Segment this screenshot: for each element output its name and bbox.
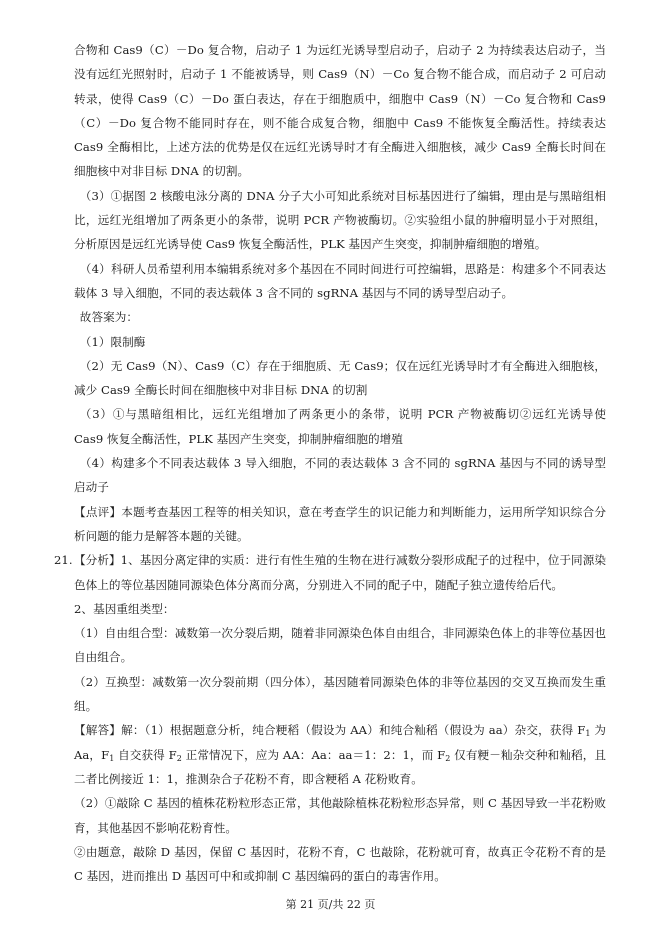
paragraph-answer-1: （1）限制酶 [79,334,146,349]
paragraph-cas9-mechanism: 合物和 Cas9（C）－Do 复合物，启动子 1 为远红光诱导型启动子，启动子 2 为持续表达启动子，当没有远红光照射时，启动子 1 不能被诱导，则 Cas9（N）－Co 复合物不能合成，而启动子 2 可启动转录，使得 Cas9（C）－Do 蛋白表达，存在于细胞质中，细胞中 Cas9（N）－Co 复合物和 Cas9（C）－Do 复合物不能同时存在，则不能合成复合物，细胞中 Cas9 不能恢复全酶活性。持续表达 Cas9 全酶相比，上述方法的优势是仅在远红光诱导时才有全酶进入细胞核，减少 Cas9 全酶长时间在细胞核中对非目标 DNA 的切割。 [74,43,606,179]
paragraph-answer-2: （2）无 Cas9（N）、Cas9（C）存在于细胞质、无 Cas9；仅在远红光诱导时才有全酶进入细胞核，减少 Cas9 全酶长时间在细胞核中对非目标 DNA 的切割 [74,358,606,398]
paragraph-analysis: 【分析】1、基因分离定律的实质：进行有性生殖的生物在进行减数分裂形成配子的过程中，位于同源染色体上的等位基因随同源染色体分离而分离，分别进入不同的配子中，随配子独立遗传给后代。 [74,553,606,592]
question-21-block [54,548,606,597]
paragraph-answer-3-analysis: （3）①据图 2 核酸电泳分离的 DNA 分子大小可知此系统对目标基因进行了编辑，理由是与黑暗组相比，远红光组增加了两条更小的条带，说明 PCR 产物被酶切。②实验组小鼠的肿瘤明显小于对照组，分析原因是远红光诱导使 Cas9 恢复全酶活性，PLK 基因产生突变，抑制肿瘤细胞的增殖。 [74,188,606,252]
subscript-f1b: 1 [109,753,115,763]
question-number: 21. [54,553,73,568]
paragraph-crossover: （2）互换型：减数第一次分裂前期（四分体），基因随着同源染色体的非等位基因的交叉互换而发生重组。 [74,674,606,714]
solution-text-i: 仅有粳－籼杂交种和籼稻，且二者比例接近 1：1，推测杂合子花粉不育，即含粳稻 A 花粉败育。 [74,747,607,786]
paragraph-answer-intro: 故答案为： [79,310,139,325]
subscript-f2b: 2 [445,753,451,763]
paragraph-solution-1 [74,718,606,791]
paragraph-free-combination: （1）自由组合型：减数第一次分裂后期，随着非同源染色体自由组合，非同源染色体上的非等位基因也自由组合。 [74,626,606,665]
paragraph-solution-2: （2）①敲除 C 基因的植株花粉粒形态正常，其他敲除植株花粉粒形态异常，则 C 基因导致一半花粉败育，其他基因不影响花粉育性。 [74,796,606,835]
paragraph-solution-2b: ②由题意，敲除 D 基因，保留 C 基因时，花粉不育，C 也敲除，花粉就可育，故真正令花粉不育的是 C 基因，进而推出 D 基因可中和或抑制 C 基因编码的蛋白的毒害作用。 [74,844,606,884]
paragraph-answer-4: （4）构建多个不同表达载体 3 导入细胞，不同的表达载体 3 含不同的 sgRNA 基因与不同的诱导型启动子 [74,456,606,495]
paragraph-recombination-heading: 2、基因重组类型： [74,601,175,616]
subscript-f2: 2 [176,753,182,763]
solution-text-c: 为 Aa，F [74,723,606,762]
page-footer: 第 21 页/共 22 页 [285,898,376,911]
paragraph-answer-4-analysis: （4）科研人员希望利用本编辑系统对多个基因在不同时间进行可控编辑，思路是：构建多个不同表达载体 3 导入细胞，不同的表达载体 3 含不同的 sgRNA 基因与不同的诱导型启动子。 [74,261,606,300]
paragraph-answer-3: （3）①与黑暗组相比，远红光组增加了两条更小的条带，说明 PCR 产物被酶切②远红光诱导使 Cas9 恢复全酶活性，PLK 基因产生突变，抑制肿瘤细胞的增殖 [74,407,606,446]
subscript-f1: 1 [585,729,591,739]
solution-text-e: 自交获得 F [114,747,177,762]
paragraph-comment: 【点评】本题考查基因工程等的相关知识，意在考查学生的识记能力和判断能力，运用所学知识综合分析问题的能力是解答本题的关键。 [74,504,606,543]
solution-text-g: 正常情况下，应为 AA：Aa：aa＝1：2：1，而 F [181,747,446,762]
answer-content [54,38,607,888]
solution-text-a: 【解答】解：（1）根据题意分析，纯合粳稻（假设为 AA）和纯合籼稻（假设为 aa）杂交，获得 F [74,723,586,738]
